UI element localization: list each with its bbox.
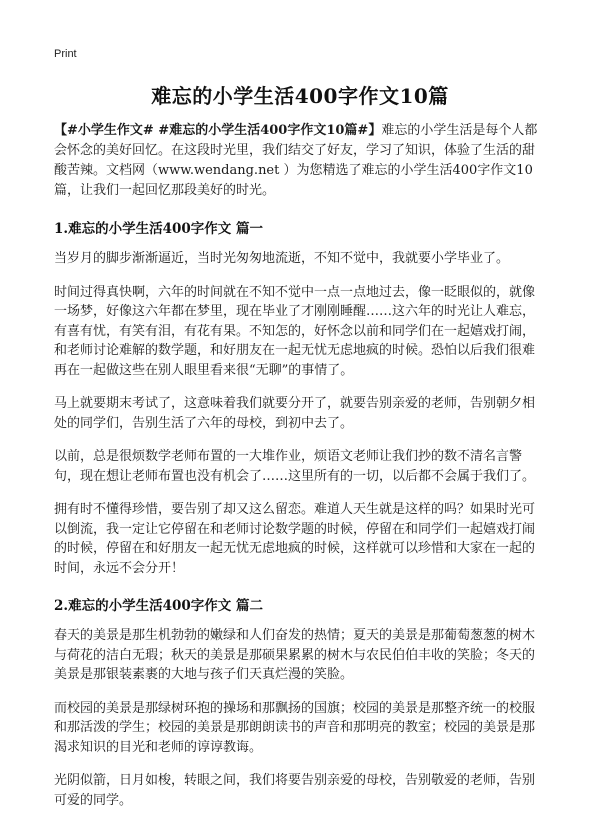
page-title: 难忘的小学生活400字作文10篇 [151,84,449,108]
section-heading: 1.难忘的小学生活400字作文 篇一 [54,221,263,237]
paragraph: 春天的美景是那生机勃勃的嫩绿和人们奋发的热情；夏天的美景是那葡萄葱葱的树木与荷花的洁白无瑕；秋天的美景是那硕果累累的树木与农民伯伯丰收的笑脸；冬天的美景是那银装素裹的大地与孩子们天真烂漫的笑脸。 [54,628,536,682]
paragraph: 以前，总是很烦数学老师布置的一大堆作业，烦语文老师让我们抄的数不清名言警句，现在想让老师布置也没有机会了……这里所有的一切，以后都不会属于我们了。 [54,449,536,484]
paragraph: 时间过得真快啊，六年的时间就在不知不觉中一点一点地过去，像一眨眼似的，就像一场梦，好像这六年都在梦里，现在毕业了才刚刚睡醒……这六年的时光让人难忘，有喜有忧，有笑有泪，有花有果。不知怎的，好怀念以前和同学们在一起嬉戏打闹，和老师讨论难解的数学题，和好朋友在一起无忧无虑地疯的时候。恐怕以后我们很难再在一起做这些在别人眼里看来很“无聊”的事情了。 [54,284,536,378]
paragraph: 而校园的美景是那绿树环抱的操场和那飘扬的国旗；校园的美景是那整齐统一的校服和那活泼的学生；校园的美景是那朗朗读书的声音和那明亮的教室；校园的美景是那渴求知识的目光和老师的谆谆教诲。 [54,700,536,755]
intro-text: 难忘的小学生活是每个人都会怀念的美好回忆。在这段时光里，我们结交了好友，学习了知识，体验了生活的甜酸苦辣。文档网（www.wendang.net ）为您精选了难忘的小学生活400字作文10篇，让我们一起回忆那段美好的时光。 [54,123,538,198]
intro-tagline: 【#小学生作文# #难忘的小学生活400字作文10篇#】 [54,123,382,138]
section-2 [54,594,546,810]
section-1 [54,217,546,578]
paragraph: 当岁月的脚步渐渐逼近，当时光匆匆地流逝，不知不觉中，我就要小学毕业了。 [54,251,510,266]
paragraph: 光阴似箭，日月如梭，转眼之间，我们将要告别亲爱的母校，告别敬爱的老师，告别可爱的同学。 [54,773,536,808]
paragraph: 马上就要期末考试了，这意味着我们就要分开了，就要告别亲爱的老师，告别朝夕相处的同学们，告别生活了六年的母校，到初中去了。 [54,396,536,431]
paragraph: 拥有时不懂得珍惜，要告别了却又这么留恋。难道人天生就是这样的吗？如果时光可以倒流，我一定让它停留在和老师讨论数学题的时候，停留在和同学们一起嬉戏打闹的时候，停留在和好朋友一起无忧无虑地疯的时候，这样就可以珍惜和大家在一起的时间，永远不会分开！ [54,502,536,576]
intro-paragraph [54,121,546,201]
section-heading: 2.难忘的小学生活400字作文 篇二 [54,598,263,614]
print-link[interactable]: Print [54,48,77,60]
